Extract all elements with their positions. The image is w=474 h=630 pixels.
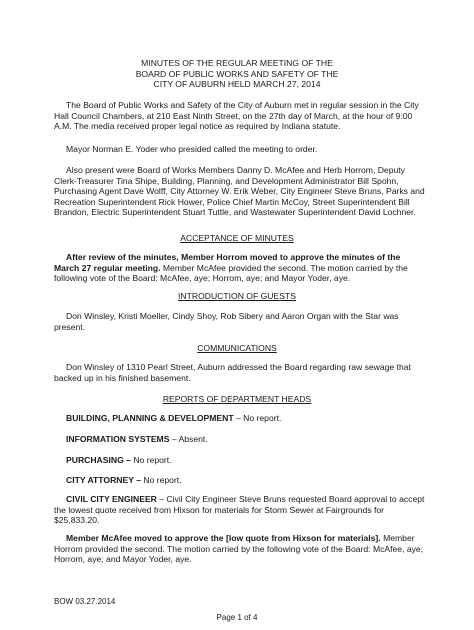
- engineer-motion: Member McAfee moved to approve the [low quote from Hixson for materials].: [66, 533, 381, 543]
- report-building-text: – No report.: [233, 413, 282, 423]
- report-information: [54, 434, 438, 445]
- report-purchasing-label: PURCHASING –: [66, 455, 131, 465]
- acceptance-motion: After review of the minutes, Member Horrom moved to approve the minutes of the March 27 regular meeting.: [54, 252, 401, 273]
- report-engineer: [54, 494, 426, 526]
- document-title: [0, 58, 474, 90]
- engineer-motion-paragraph: [54, 533, 426, 565]
- report-information-label: INFORMATION SYSTEMS: [66, 434, 170, 444]
- report-engineer-label: CIVIL CITY ENGINEER: [66, 494, 157, 504]
- report-building: [54, 413, 438, 424]
- report-building-label: BUILDING, PLANNING & DEVELOPMENT: [66, 413, 234, 423]
- title-line-2: BOARD OF PUBLIC WORKS AND SAFETY OF THE: [135, 68, 339, 79]
- report-purchasing: [54, 455, 438, 466]
- acceptance-vote: Member McAfee provided the second. The motion carried by the following vote of the Board: McAfee, aye; Horrom, aye; and Mayor Yoder, aye.: [54, 262, 408, 284]
- title-line-3: CITY OF AUBURN HELD MARCH 27, 2014: [153, 79, 321, 89]
- engineer-motion-vote: Member Horrom provided the second. The motion carried by the following vote of the Board: McAfee, aye; Horrom, aye; and Mayor Yoder, aye.: [54, 533, 424, 565]
- report-information-text: – Absent.: [169, 434, 208, 444]
- intro-paragraph: The Board of Public Works and Safety of the City of Auburn met in regular session in the City Hall Council Chambers, at 210 East Ninth Street, on the 27th day of March, at the hour of 9:00 A.M. The media received proper legal notice as required by Indiana statute.: [54, 100, 419, 132]
- footer-page-number: Page 1 of 4: [216, 613, 258, 622]
- report-purchasing-text: No report.: [130, 455, 172, 465]
- report-attorney-label: CITY ATTORNEY –: [66, 475, 141, 485]
- guests-paragraph: Don Winsley, Kristi Moeller, Cindy Shoy, Rob Sibery and Aaron Organ with the Star was present.: [54, 311, 399, 332]
- report-engineer-text: – Civil City Engineer Steve Bruns requested Board approval to accept the lowest quote received from Hixson for materials for Storm Sewer at Fairgrounds for $25,833.20.: [54, 494, 425, 526]
- heading-guests: INTRODUCTION OF GUESTS: [178, 291, 296, 301]
- attendance-paragraph: Also present were Board of Works Members Danny D. McAfee and Herb Horrom, Deputy Clerk-Treasurer Tina Shipe, Building, Planning, and Development Administrator Bill Spohn, Purchasing Agent Dave Wolff, City Attorney W. Erik Weber, City Engineer Steve Bruns, Parks and Recreation Superintendent Rick Hower, Police Chief Martin McCoy, Street Superintendent Bill Brandon, Electric Superintendent Stuart Tuttle, and Wastewater Superintendent David Lochner.: [54, 165, 425, 218]
- heading-acceptance: ACCEPTANCE OF MINUTES: [180, 233, 294, 243]
- acceptance-paragraph: [54, 252, 426, 284]
- footer-document-code: BOW 03.27.2014: [54, 597, 116, 606]
- heading-communications: COMMUNICATIONS: [197, 343, 277, 353]
- title-line-1: MINUTES OF THE REGULAR MEETING OF THE: [141, 58, 333, 68]
- mayor-paragraph: Mayor Norman E. Yoder who presided called the meeting to order.: [66, 144, 318, 154]
- communications-paragraph: Don Winsley of 1310 Pearl Street, Auburn addressed the Board regarding raw sewage that backed up in his finished basement.: [54, 362, 411, 383]
- report-attorney-text: No report.: [140, 475, 182, 485]
- report-attorney: [54, 475, 438, 486]
- heading-reports: REPORTS OF DEPARTMENT HEADS: [162, 394, 312, 404]
